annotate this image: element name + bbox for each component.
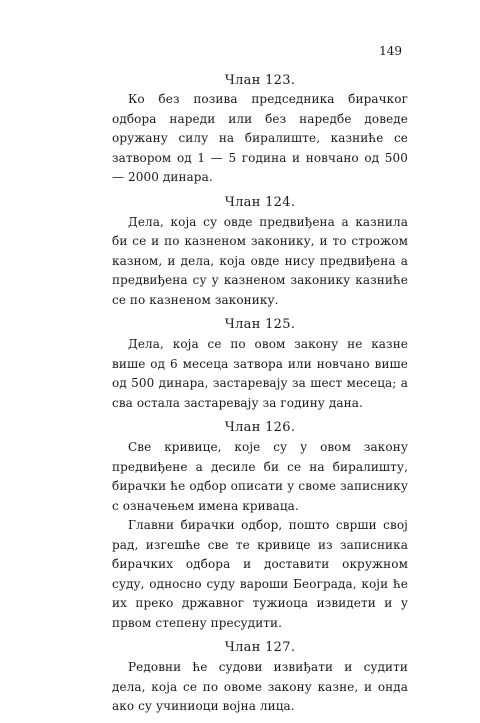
article-paragraph: Ко без позива председника бирачког одбора нареди или без наредбе доведе оружану силу на биралиште, казниће се затвором од 1 — 5 година и новчано од 500 — 2000 динара.	[112, 92, 408, 184]
article-125	[112, 316, 408, 413]
article-heading: Члан 123.	[224, 73, 296, 88]
article-paragraph: Редовни ће судови извиђати и судити дела, која се по овоме закону казне, и онда ако су учиниоци војна лица.	[112, 660, 408, 713]
article-124	[112, 194, 408, 311]
article-126	[112, 419, 408, 633]
article-paragraph: Главни бирачки одбор, пошто сврши свој рад, изгешће све те кривице из записника бирачких одбора и доставити окружном суду, односно суду вароши Београда, који ће их преко државног тужиоца извидети и у првом степену пресудити.	[112, 518, 408, 630]
article-paragraph: Дела, која су овде предвиђена а казнила би се и по казненом законику, и то строжом казном, и дела, која овде нису предвиђена а предвиђена су у казненом законику казниће се по казненом законику.	[112, 214, 408, 307]
article-heading: Члан 125.	[224, 317, 296, 332]
article-heading: Члан 126.	[224, 420, 296, 435]
article-heading: Члан 124.	[224, 194, 296, 210]
article-paragraph: Дела, која се по овом закону не казне више од 6 месеца затвора или новчано више од 500 динара, застаревају за шест месеца; а сва остала застаревају за годину дана.	[112, 337, 408, 410]
page-body	[112, 72, 408, 723]
article-heading: Члан 127.	[224, 640, 296, 655]
article-123	[112, 72, 408, 188]
article-paragraph: Све кривице, које су у овом закону предвиђене а десиле би се на биралишту, бирачки ће одбор описати у своме записнику с означењем имена криваца.	[112, 440, 408, 513]
page-number: 149	[379, 44, 402, 58]
